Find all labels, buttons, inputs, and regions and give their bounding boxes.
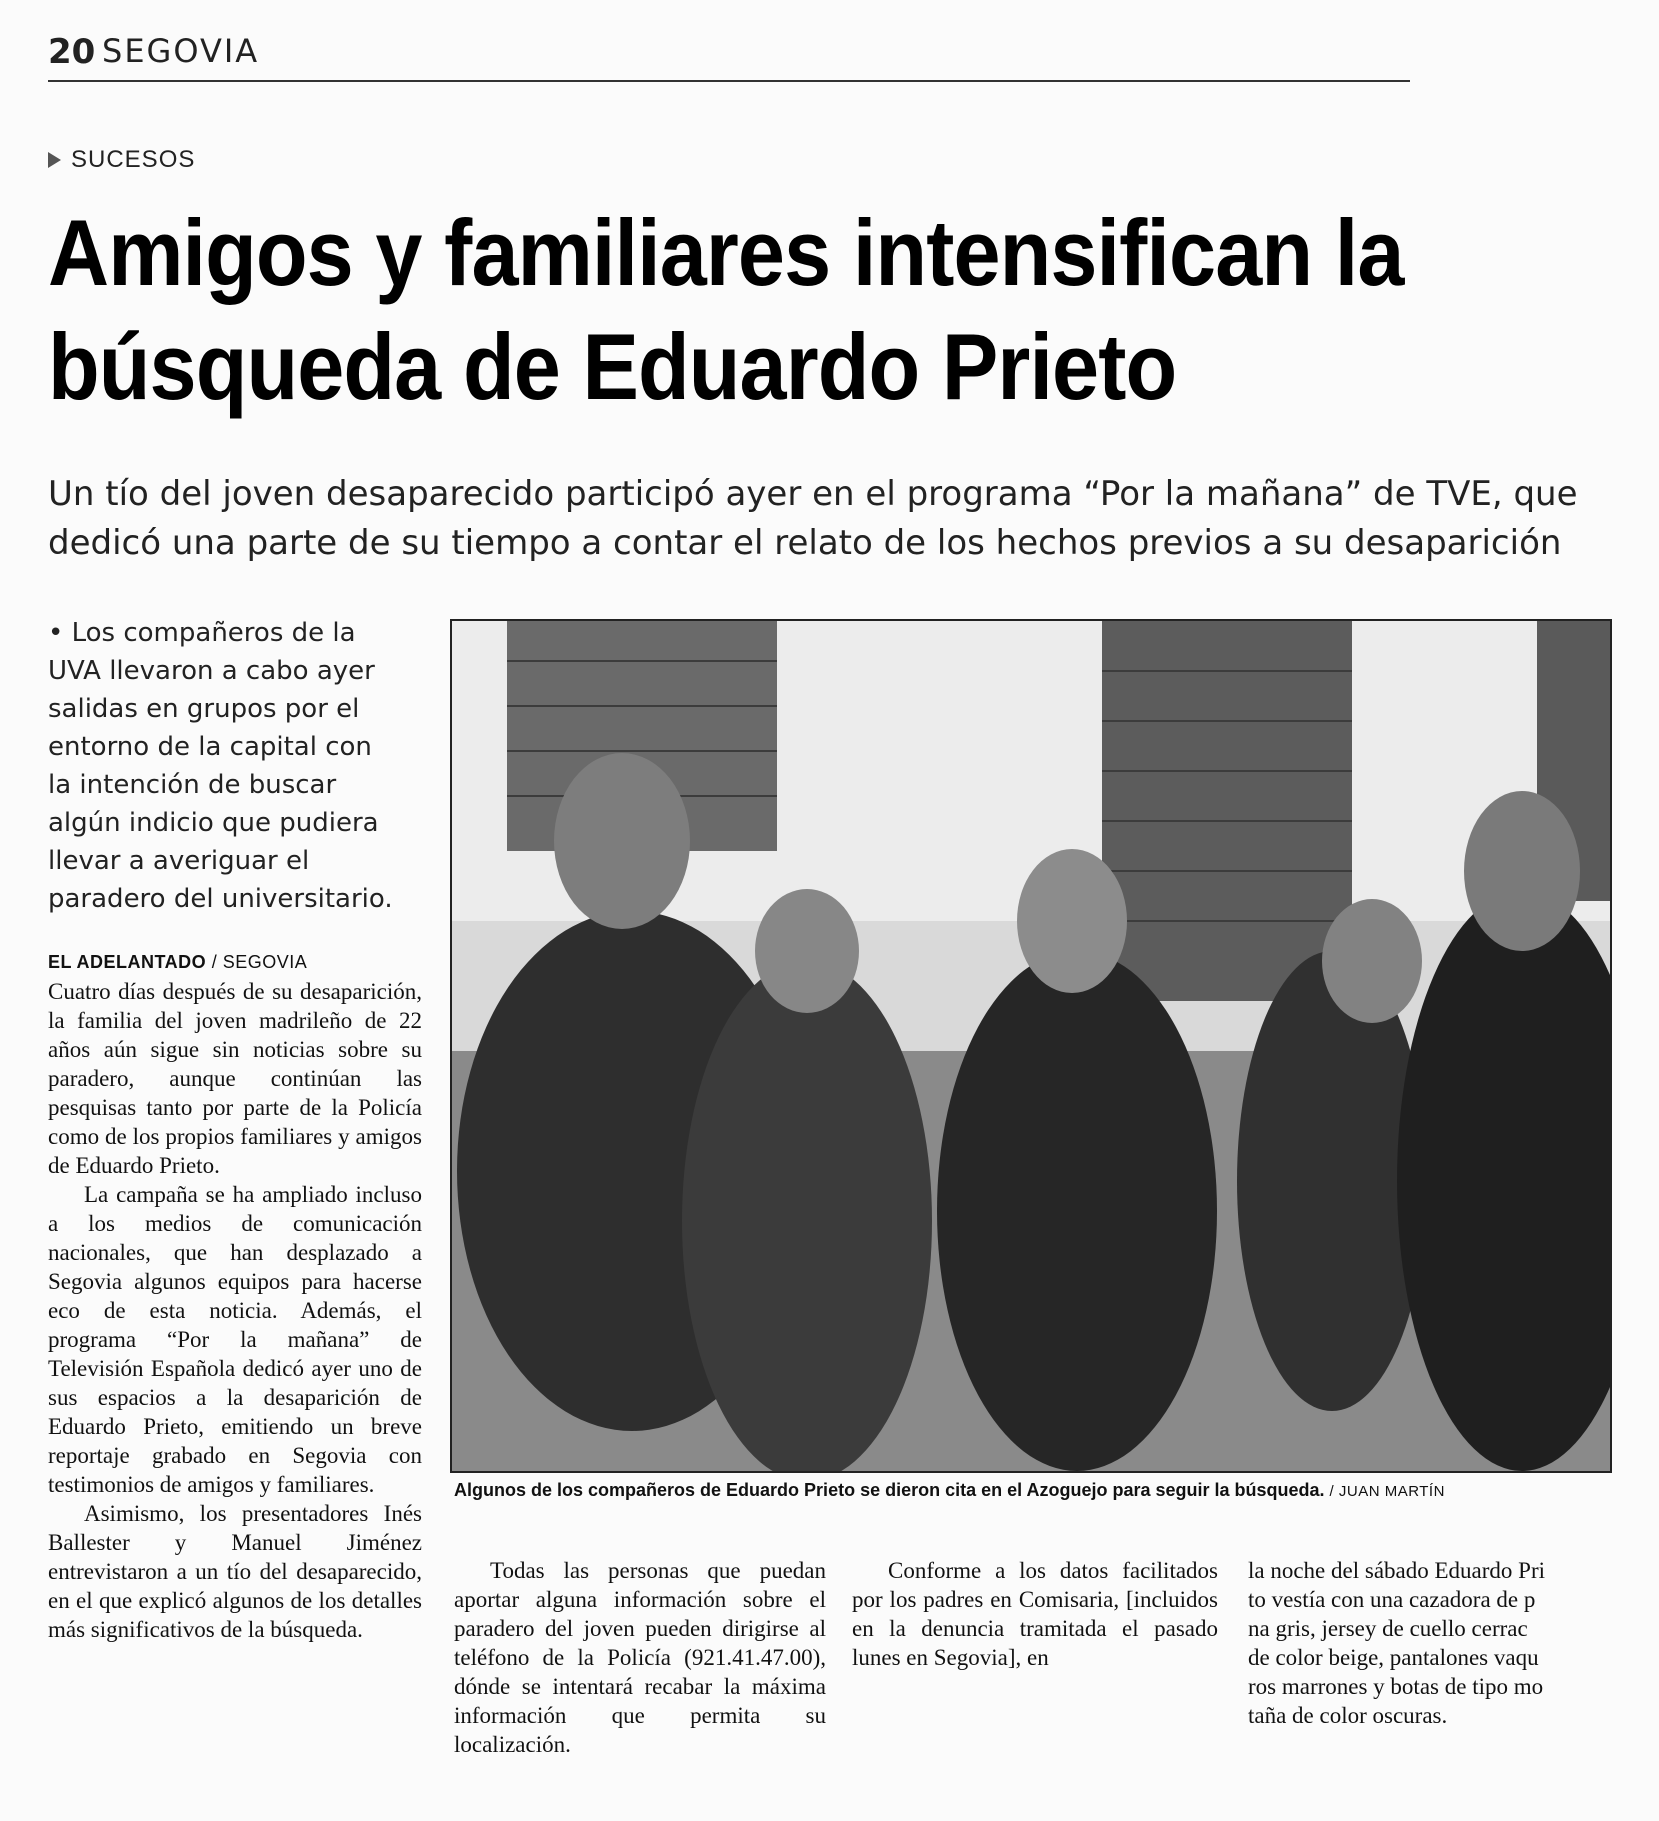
caption-text: Algunos de los compañeros de Eduardo Prieto se dieron cita en el Azoguejo para seguir la búsqueda.: [454, 1480, 1325, 1500]
paragraph: Todas las personas que puedan aportar alguna información sobre el paradero del joven pueden dirigirse al teléfono de la Policía (921.41.47.00), dónde se intentará recabar la máxima información que permita su localización.: [454, 1558, 826, 1757]
article-column-4: [1248, 1556, 1620, 1730]
text-line: ros marrones y botas de tipo mo: [1248, 1674, 1544, 1699]
article-column-2: [454, 1556, 826, 1759]
section-name: SEGOVIA: [102, 32, 260, 70]
headline: [48, 196, 1452, 424]
subheadline: Un tío del joven desaparecido participó ayer en el programa “Por la mañana” de TVE, que dedicó una parte de su tiempo a contar el relato de los hechos previos a su desaparición: [48, 474, 1578, 563]
page-header: [48, 30, 1410, 82]
text-line: la noche del sábado Eduardo Pri: [1248, 1558, 1545, 1583]
byline-source: EL ADELANTADO: [48, 952, 207, 972]
paragraph: La campaña se ha ampliado incluso a los medios de comunicación nacionales, que han desplazado a Segovia algunos equipos para hacerse eco de esta noticia. Además, el programa “Por la mañana” de Televisión Española dedicó ayer uno de sus espacios a la desaparición de Eduardo Prieto, emitiendo un breve reportaje grabado en Segovia con testimonios de amigos y familiares.: [48, 1182, 422, 1497]
text-line: to vestía con una cazadora de p: [1248, 1587, 1536, 1612]
paragraph: Conforme a los datos facilitados por los padres en Comisaria, [incluidos en la denuncia tramitada el pasado lunes en Segovia], en: [852, 1558, 1218, 1670]
summary-bullet: • Los compañeros de la UVA llevaron a cabo ayer salidas en grupos por el entorno de la capital con la intención de buscar algún indicio que pudiera llevar a averiguar el paradero del universitario.: [48, 618, 393, 914]
text-line: de color beige, pantalones vaqu: [1248, 1645, 1539, 1670]
paragraph: Asimismo, los presentadores Inés Ballester y Manuel Jiménez entrevistaron a un tío del desaparecido, en el que explicó algunos de los detalles más significativos de la búsqueda.: [48, 1501, 422, 1642]
text-line: na gris, jersey de cuello cerrac: [1248, 1616, 1528, 1641]
news-photo: [450, 619, 1612, 1473]
photo-caption: [454, 1480, 1614, 1501]
photo-credit: / JUAN MARTÍN: [1329, 1483, 1445, 1500]
page-number: 20: [48, 32, 96, 72]
kicker: [48, 146, 195, 174]
headline-line-1: Amigos y familiares intensifican la: [48, 200, 1404, 305]
byline: [48, 948, 422, 977]
byline-city: / SEGOVIA: [211, 952, 308, 972]
article-column-3: [852, 1556, 1218, 1672]
paragraph: Cuatro días después de su desaparición, la familia del joven madrileño de 22 años aún sigue sin noticias sobre su paradero, aunque continúan las pesquisas tanto por parte de la Policía como de los propios familiares y amigos de Eduardo Prieto.: [48, 979, 422, 1178]
arrow-icon: [48, 152, 61, 168]
text-line: taña de color oscuras.: [1248, 1703, 1448, 1728]
article-column-1: [48, 948, 422, 1644]
photo-icon: [452, 621, 1610, 1471]
kicker-label: SUCESOS: [71, 146, 196, 173]
headline-line-2: búsqueda de Eduardo Prieto: [48, 314, 1177, 419]
